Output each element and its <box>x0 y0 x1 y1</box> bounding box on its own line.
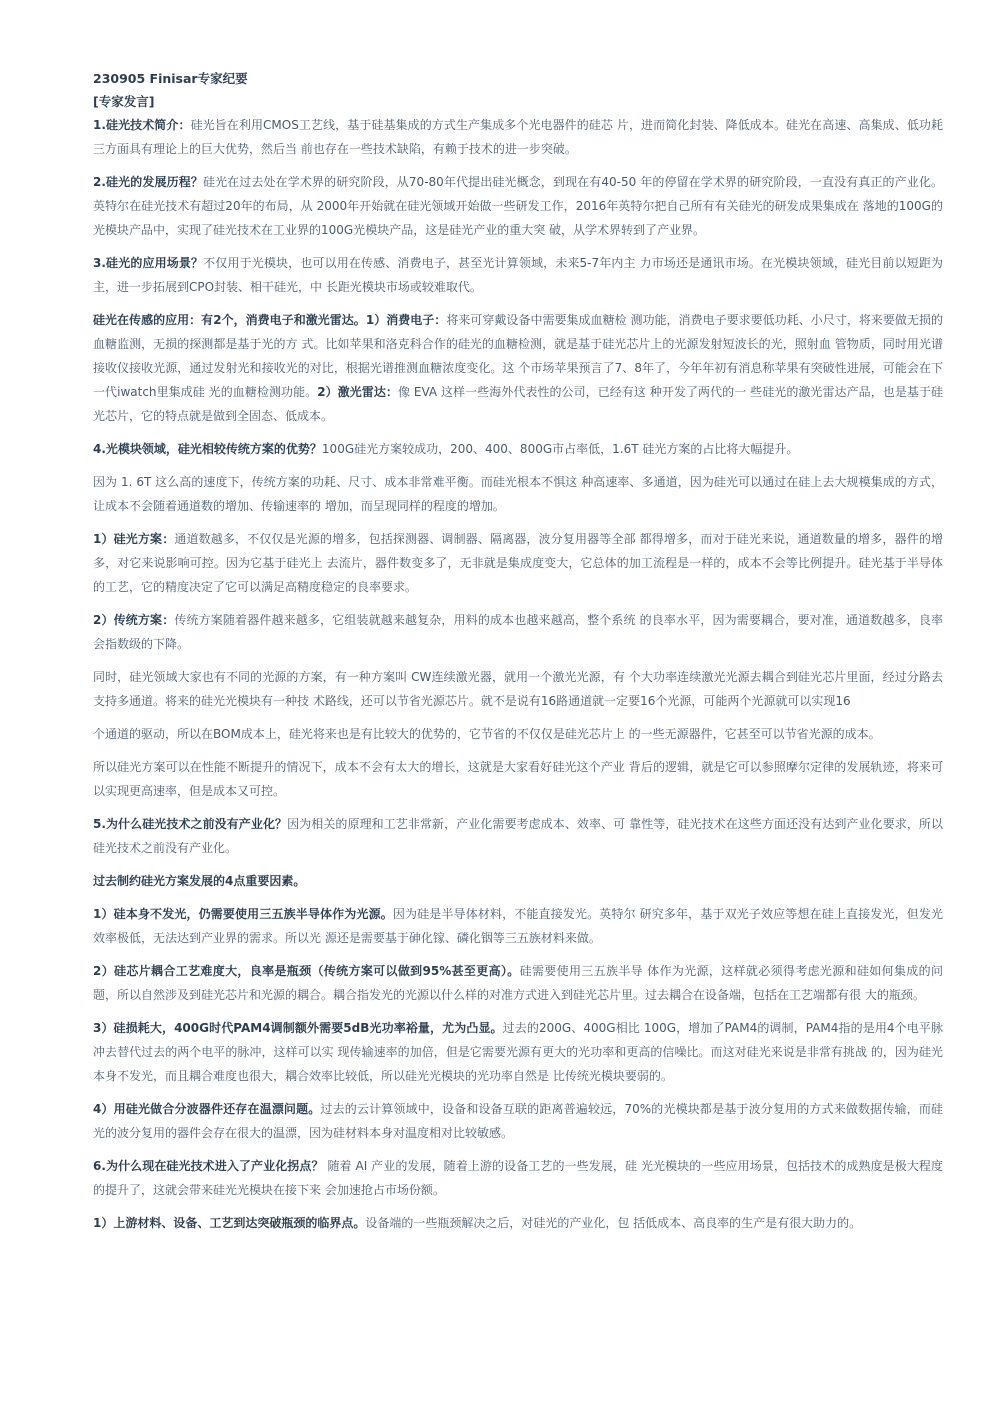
paragraph-text: 设备端的一些瓶颈解决之后，对硅光的产业化，包 括低成本、高良率的生产是有很大助力的。 <box>365 1216 862 1230</box>
paragraph-lead: 3）硅损耗大，400G时代PAM4调制额外需要5dB光功率裕量，尤为凸显。 <box>93 1021 503 1035</box>
paragraph <box>93 755 943 803</box>
paragraph-lead: 4.光模块领域，硅光相较传统方案的优势？ <box>93 442 322 456</box>
paragraph <box>93 722 943 746</box>
paragraph-lead: 1.硅光技术简介： <box>93 118 191 132</box>
paragraph-lead: 6.为什么现在硅光技术进入了产业化拐点？ <box>93 1159 324 1173</box>
paragraph-lead: 4）用硅光做合分波器件还存在温漂问题。 <box>93 1102 321 1116</box>
paragraph-lead: 2）硅芯片耦合工艺难度大，良率是瓶颈（传统方案可以做到95%甚至更高）。 <box>93 964 520 978</box>
paragraph <box>93 665 943 713</box>
paragraph <box>93 527 943 599</box>
paragraph-text: 不仅用于光模块，也可以用在传感、消费电子，甚至光计算领域，未来5-7年内主 力市场还是通讯市场。在光模块领域，硅光目前以短距为主，进一步拓展到CPO封装、相干硅光，中 长距光模块市场或较难取代。 <box>93 256 943 294</box>
paragraph-text: 通道数越多，不仅仅是光源的增多，包括探测器、调制器、隔离器，波分复用器等全部 都得增多，而对于硅光来说，通道数量的增多，器件的增多，对它来说影响可控。因为它基于硅光上 去流片，器件数变多了，无非就是集成度变大，它总体的加工流程是一样的，成本不会等比例提升。硅光基于半导体的工艺，它的精度决定了它可以满足高精度稳定的良率要求。 <box>93 532 943 594</box>
paragraph-text: 硅光在过去处在学术界的研究阶段，从70-80年代提出硅光概念，到现在有40-50 年的停留在学术界的研究阶段，一直没有真正的产业化。英特尔在硅光技术有超过20年的布局，从 2000年开始就在硅光领域开始做一些研发工作，2016年英特尔把自己所有有关硅光的研发成果集成在 落地的100G的光模块产品中，实现了硅光技术在工业界的100G光模块产品，这是硅光产业的重大突 破，从学术界转到了产业界。 <box>93 175 943 237</box>
paragraph <box>93 608 943 656</box>
paragraph <box>93 902 943 950</box>
paragraph-text: 因为相关的原理和工艺非常新，产业化需要考虑成本、效率、可 靠性等，硅光技术在这些方面还没有达到产业化要求，所以硅光技术之前没有产业化。 <box>93 817 943 855</box>
paragraph-text-2: 像 EVA 这样一些海外代表性的公司，已经有这 种开发了两代的一 些硅光的激光雷达产品，也是基于硅光芯片，它的特点就是做到全固态、低成本。 <box>93 385 943 423</box>
paragraph <box>93 308 943 428</box>
paragraph-lead: 2.硅光的发展历程？ <box>93 175 203 189</box>
paragraph-lead: 2）传统方案： <box>93 613 175 627</box>
paragraph-text: 所以硅光方案可以在性能不断提升的情况下，成本不会有太大的增长，这就是大家看好硅光这个产业 背后的逻辑，就是它可以参照摩尔定律的发展轨迹，将来可以实现更高速率，但是成本又可控。 <box>93 760 943 798</box>
paragraph-text: 随着 AI 产业的发展，随着上游的设备工艺的一些发展，硅 光光模块的一些应用场景，包括技术的成熟度是极大程度的提升了，这就会带来硅光光模块在接下来 会加速抢占市场份额。 <box>93 1159 943 1197</box>
paragraph <box>93 959 943 1007</box>
paragraph <box>93 869 943 893</box>
paragraph <box>93 251 943 299</box>
paragraph <box>93 1097 943 1145</box>
paragraph <box>93 812 943 860</box>
paragraph-text: 个通道的驱动，所以在BOM成本上，硅光将来也是有比较大的优势的，它节省的不仅仅是硅光芯片上 的一些无源器件，它甚至可以节省光源的成本。 <box>93 727 881 741</box>
paragraph-text: 过去的云计算领域中，设备和设备互联的距离普遍较远，70%的光模块都是基于波分复用的方式来做数据传输，而硅光的波分复用的器件会存在很大的温漂，因为硅材料本身对温度相对比较敏感。 <box>93 1102 943 1140</box>
paragraph <box>93 113 943 161</box>
paragraph <box>93 437 943 461</box>
paragraph-lead: 5.为什么硅光技术之前没有产业化？ <box>93 817 288 831</box>
section-tag: [专家发言] <box>93 94 155 109</box>
paragraph-lead: 1）上游材料、设备、工艺到达突破瓶颈的临界点。 <box>93 1216 366 1230</box>
paragraph <box>93 1211 943 1235</box>
paragraph <box>93 470 943 518</box>
paragraph <box>93 1154 943 1202</box>
paragraph <box>93 170 943 242</box>
paragraph-lead: 过去制约硅光方案发展的4点重要因素。 <box>93 874 306 888</box>
document-title: 230905 Finisar专家纪要 <box>93 71 248 86</box>
paragraph-text: 过去的200G、400G相比 100G，增加了PAM4的调制，PAM4指的是用4个电平脉冲去替代过去的两个电平的脉冲，这样可以实 现传输速率的加倍，但是它需要光源有更大的光功率和更高的信噪比。而这对硅光来说是非常有挑战 的，因为硅光本身不发光，而且耦合难度也很大，耦合效率比较低，所以硅光光模块的光功率自然是 比传统光模块要弱的。 <box>93 1021 943 1083</box>
paragraph-text: 硅需要使用三五族半导 体作为光源，这样就必须得考虑光源和硅如何集成的问题，所以自然涉及到硅光芯片和光源的耦合。耦合指发光的光源以什么样的对准方式进入到硅光芯片里。过去耦合在设备端，包括在工艺端都有很 大的瓶颈。 <box>93 964 943 1002</box>
paragraph-text: 硅光旨在利用CMOS工艺线，基于硅基集成的方式生产集成多个光电器件的硅芯 片，进而简化封装、降低成本。硅光在高速、高集成、低功耗三方面具有理论上的巨大优势，然后当 前也存在一些技术缺陷，有赖于技术的进一步突破。 <box>93 118 943 156</box>
paragraph-lead: 1）硅本身不发光，仍需要使用三五族半导体作为光源。 <box>93 907 393 921</box>
paragraph-text: 同时，硅光领域大家也有不同的光源的方案，有一种方案叫 CW连续激光器，就用一个激光光源，有 个大功率连续激光光源去耦合到硅光芯片里面，经过分路去支持多通道。将来的硅光光模块有一种技 术路线，还可以节省光源芯片。就不是说有16路通道就一定要16个光源，可能两个光源就可以实现16 <box>93 670 943 708</box>
paragraph-text: 因为 1. 6T 这么高的速度下，传统方案的功耗、尺寸、成本非常难平衡。而硅光根本不惧这 种高速率、多通道，因为硅光可以通过在硅上去大规模集成的方式，让成本不会随着通道数的增加、传输速率的 增加，而呈现同样的程度的增加。 <box>93 475 943 513</box>
paragraph <box>93 1016 943 1088</box>
paragraph-lead-2: 2）激光雷达： <box>317 385 398 399</box>
paragraph-text: 传统方案随着器件越来越多，它组装就越来越复杂，用料的成本也越来越高，整个系统 的良率水平，因为需要耦合，要对准，通道数越多，良率会指数级的下降。 <box>93 613 943 651</box>
paragraph-lead: 硅光在传感的应用：有2个，消费电子和激光雷达。1）消费电子： <box>93 313 447 327</box>
paragraph-lead: 1）硅光方案： <box>93 532 175 546</box>
paragraph-text: 将来可穿戴设备中需要集成血糖检 测功能，消费电子要求要低功耗、小尺寸，将来要做无损的血糖监测，无损的探测都是基于光的方 式。比如苹果和洛克科合作的硅光的血糖检测，就是基于硅光芯片上的光源发射短波长的光，照射血 管物质，同时用光谱接收仪接收光源，通过发射光和接收光的对比，根据光谱推测血糖浓度变化。这 个市场苹果预言了7、8年了，今年年初有消息称苹果有突破性进展，可能会在下一代iwatch里集成硅 光的血糖检测功能。 <box>93 313 943 399</box>
paragraph-text: 100G硅光方案较成功，200、400、800G市占率低，1.6T 硅光方案的占比将大幅提升。 <box>321 442 799 456</box>
paragraph-lead: 3.硅光的应用场景？ <box>93 256 204 270</box>
document-page <box>93 70 943 1244</box>
paragraph-text: 因为硅是半导体材料，不能直接发光。英特尔 研究多年，基于双光子效应等想在硅上直接发光，但发光效率极低，无法达到产业界的需求。所以光 源还是需要基于砷化镓、磷化铟等三五族材料来做。 <box>93 907 943 945</box>
